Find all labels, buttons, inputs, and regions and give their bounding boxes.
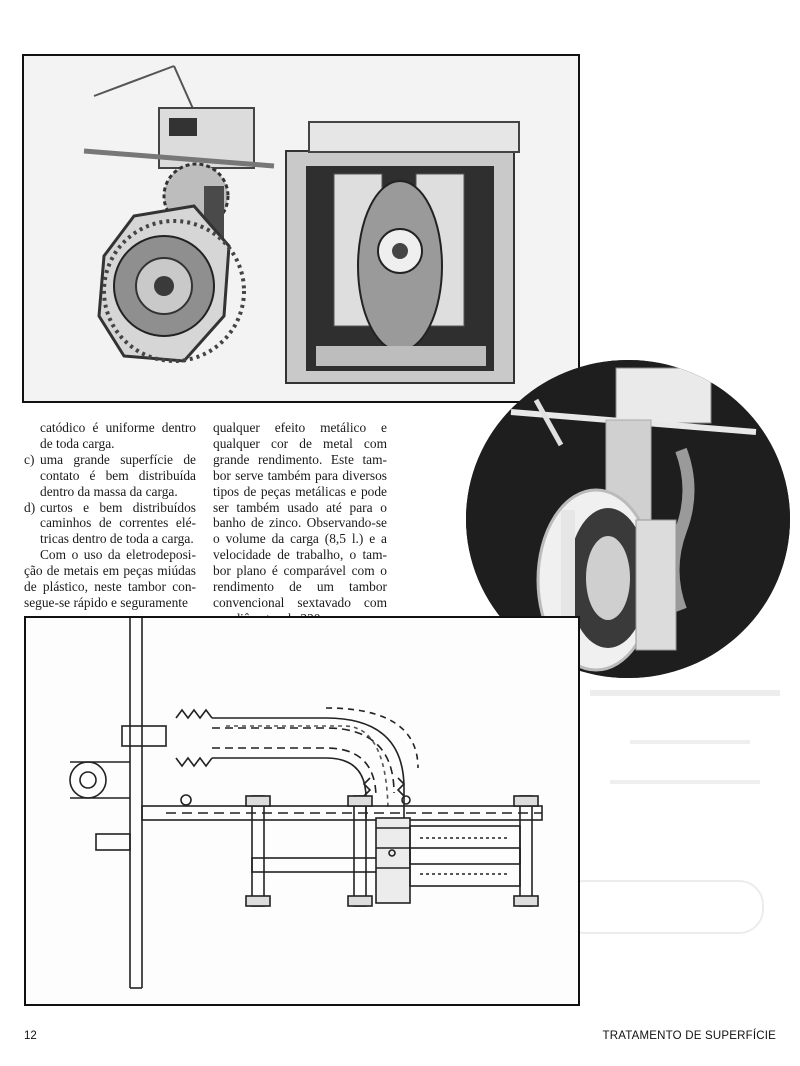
barrel-technical-drawing bbox=[24, 616, 580, 1006]
list-text-d: curtos e bem distribuídos caminhos de correntes elé-tricas dentro de toda a carga. bbox=[40, 499, 196, 547]
middle-paragraph: qualquer efeito metálico e qualquer cor de metal com grande rendimento. Este tam-bor serve também para diversos tipos de peças metálicas e pode ser também usado até para o banho de zinco. Observando-se o volume da carga (8,5 l.) e a velocidade de trabalho, o tam-bor plano é comparável com o rendimento de um tambor convencional sextavado com bbox=[213, 420, 387, 610]
pulley bbox=[70, 762, 106, 798]
left-paragraph: Com o uso da eletrodeposi-ção de metais em peças miúdas de plástico, neste tambor con-segue-se rápido e seguramente bbox=[24, 547, 196, 610]
list-item-c bbox=[24, 452, 196, 500]
list-item-d bbox=[24, 500, 196, 548]
list-marker-d: d) bbox=[24, 499, 36, 515]
bleed-through-text-block bbox=[590, 690, 780, 950]
barrel-photo-frame bbox=[22, 54, 580, 403]
bleed-through-heading bbox=[600, 60, 780, 90]
barrel-photos bbox=[24, 56, 578, 401]
middle-text-column bbox=[213, 420, 387, 627]
page-number: 12 bbox=[24, 1030, 37, 1042]
left-text-column bbox=[24, 420, 196, 611]
barrel-in-tank-photo bbox=[286, 122, 519, 383]
list-text-c: uma grande superfície de contato é bem distribuída dentro da massa da carga. bbox=[40, 451, 196, 499]
list-marker-c: c) bbox=[24, 451, 35, 467]
cross-section-diagram bbox=[26, 618, 578, 1004]
publication-title-footer: TRATAMENTO DE SUPERFÍCIE bbox=[602, 1030, 776, 1042]
continued-line: catódico é uniforme dentro de toda carga. bbox=[40, 420, 196, 451]
